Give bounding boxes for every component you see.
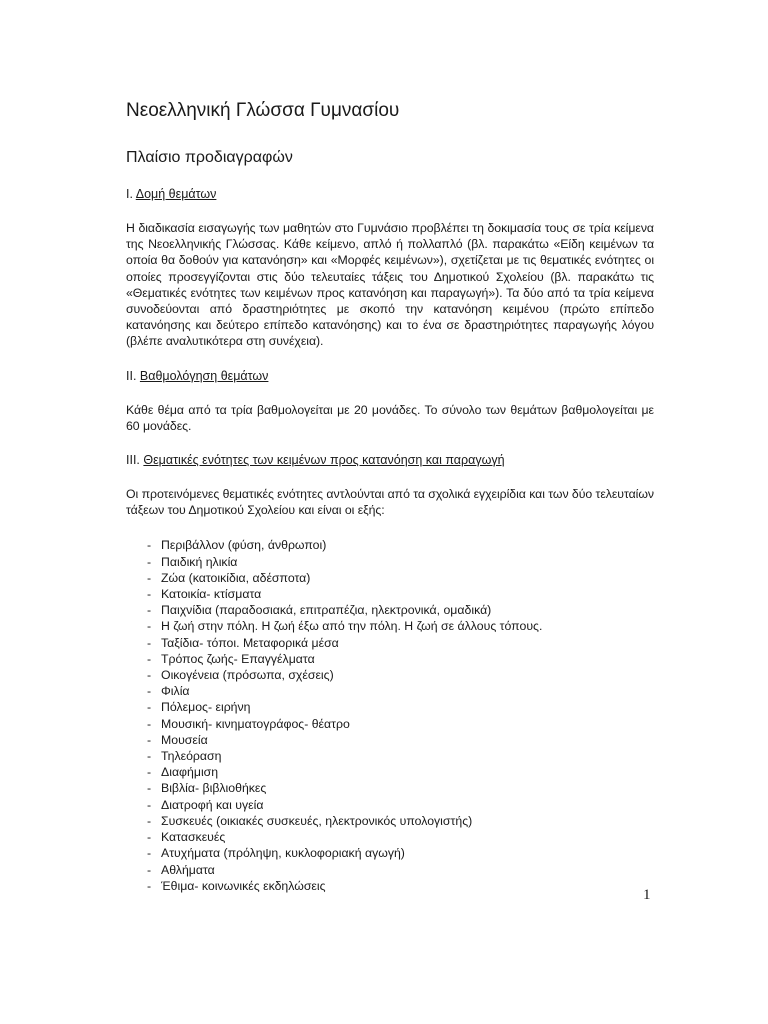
list-marker: - (147, 635, 152, 650)
list-item-text: Διατροφή και υγεία (161, 797, 264, 812)
list-marker: - (147, 749, 152, 764)
list-item (147, 570, 654, 586)
list-item (147, 602, 654, 618)
section-paragraph-structure: Η διαδικασία εισαγωγής των μαθητών στο Γυμνάσιο προβλέπει τη δοκιμασία τους σε τρία κείμενα της Νεοελληνικής Γλώσσας. Κάθε κείμενο, απλό ή πολλαπλό (βλ. παρακάτω «Είδη κειμένων τα οποία θα δοθούν για κατανόηση» και «Μορφές κειμένων»), σχετίζεται με τις θεματικές ενότητες οι οποίες προσεγγίζονται στις δύο τελευταίες τάξεις του Δημοτικού Σχολείου (βλ. παρακάτω τις «Θεματικές ενότητες των κειμένων προς κατανόηση και παραγωγή»). Τα δύο από τα τρία κείμενα συνοδεύονται από δραστηριότητες με σκοπό την κατανόηση κειμένου (πρώτο επίπεδο κατανόησης και δεύτερο επίπεδο κατανόησης) και το ένα σε δραστηριότητες παραγωγής λόγου (βλέπε αναλυτικότερα στη συνέχεια). (126, 221, 654, 349)
list-item (147, 635, 654, 651)
list-item (147, 845, 654, 861)
list-marker: - (147, 570, 152, 585)
list-item (147, 878, 654, 894)
list-item-text: Τηλεόραση (161, 749, 222, 764)
list-item-text: Πόλεμος- ειρήνη (161, 700, 251, 715)
section-number: Ι. (126, 187, 133, 201)
list-item-text: Αθλήματα (161, 862, 215, 877)
topics-list (126, 537, 654, 893)
list-marker: - (147, 765, 152, 780)
list-marker: - (147, 700, 152, 715)
list-item (147, 537, 654, 553)
list-item (147, 748, 654, 764)
list-marker: - (147, 587, 152, 602)
section-title: Θεματικές ενότητες των κειμένων προς κατανόηση και παραγωγή (143, 453, 505, 468)
list-marker: - (147, 716, 152, 731)
list-item-text: Μουσική- κινηματογράφος- θέατρο (161, 716, 350, 731)
list-item-text: Τρόπος ζωής- Επαγγέλματα (161, 651, 315, 666)
list-item (147, 732, 654, 748)
list-item-text: Μουσεία (161, 732, 208, 747)
list-marker: - (147, 797, 152, 812)
section-title: Βαθμολόγηση θεμάτων (139, 368, 269, 383)
list-marker: - (147, 732, 152, 747)
section-title: Δομή θεμάτων (135, 187, 217, 201)
list-marker: - (147, 878, 152, 893)
section-paragraph-grading: Κάθε θέμα από τα τρία βαθμολογείται με 20 μονάδες. Το σύνολο των θεμάτων βαθμολογείται με 60 μονάδες. (126, 402, 654, 433)
list-item-text: Διαφήμιση (161, 765, 219, 780)
list-item (147, 829, 654, 845)
list-item-text: Η ζωή στην πόλη. Η ζωή έξω από την πόλη. Η ζωή σε άλλους τόπους. (161, 619, 543, 634)
section-number: ΙΙ. (126, 368, 137, 383)
page-number: 1 (643, 887, 651, 903)
list-item (147, 699, 654, 715)
section-heading-topics (126, 453, 654, 467)
list-item-text: Φιλία (161, 684, 190, 699)
list-item-text: Παιδική ηλικία (161, 554, 238, 569)
list-item (147, 554, 654, 570)
list-item (147, 764, 654, 780)
list-item-text: Ατυχήματα (πρόληψη, κυκλοφοριακή αγωγή) (161, 846, 405, 861)
list-item (147, 862, 654, 878)
list-item-text: Περιβάλλον (φύση, άνθρωποι) (161, 538, 327, 553)
list-marker: - (147, 781, 152, 796)
list-marker: - (147, 684, 152, 699)
document-title: Νεοελληνική Γλώσσα Γυμνασίου (126, 100, 400, 121)
list-marker: - (147, 619, 152, 634)
section-heading-structure (126, 187, 654, 201)
list-marker: - (147, 603, 152, 618)
list-item (147, 716, 654, 732)
list-item (147, 797, 654, 813)
list-item-text: Ζώα (κατοικίδια, αδέσποτα) (161, 570, 311, 585)
list-item (147, 586, 654, 602)
list-marker: - (147, 668, 152, 683)
list-item-text: Παιχνίδια (παραδοσιακά, επιτραπέζια, ηλεκτρονικά, ομαδικά) (161, 603, 492, 618)
list-marker: - (147, 830, 152, 845)
document-subtitle: Πλαίσιο προδιαγραφών (126, 149, 293, 166)
list-item (147, 683, 654, 699)
list-item (147, 651, 654, 667)
section-paragraph-topics: Οι προτεινόμενες θεματικές ενότητες αντλούνται από τα σχολικά εγχειρίδια και των δύο τελευταίων τάξεων του Δημοτικού Σχολείου και είναι οι εξής: (126, 487, 654, 518)
list-item-text: Βιβλία- βιβλιοθήκες (161, 781, 267, 796)
list-marker: - (147, 862, 152, 877)
list-item (147, 667, 654, 683)
list-item-text: Έθιμα- κοινωνικές εκδηλώσεις (161, 878, 326, 893)
document-body (126, 100, 654, 894)
list-marker: - (147, 846, 152, 861)
list-item-text: Κατασκευές (161, 830, 226, 845)
list-item-text: Οικογένεια (πρόσωπα, σχέσεις) (161, 668, 334, 683)
list-marker: - (147, 538, 152, 553)
list-item-text: Ταξίδια- τόποι. Μεταφορικά μέσα (161, 635, 339, 650)
list-marker: - (147, 554, 152, 569)
section-heading-grading (126, 369, 654, 383)
list-item-text: Συσκευές (οικιακές συσκευές, ηλεκτρονικός υπολογιστής) (161, 813, 473, 828)
list-item (147, 618, 654, 634)
list-marker: - (147, 651, 152, 666)
list-item (147, 780, 654, 796)
list-marker: - (147, 813, 152, 828)
section-number: ΙΙΙ. (126, 453, 140, 468)
list-item (147, 813, 654, 829)
list-item-text: Κατοικία- κτίσματα (161, 587, 262, 602)
